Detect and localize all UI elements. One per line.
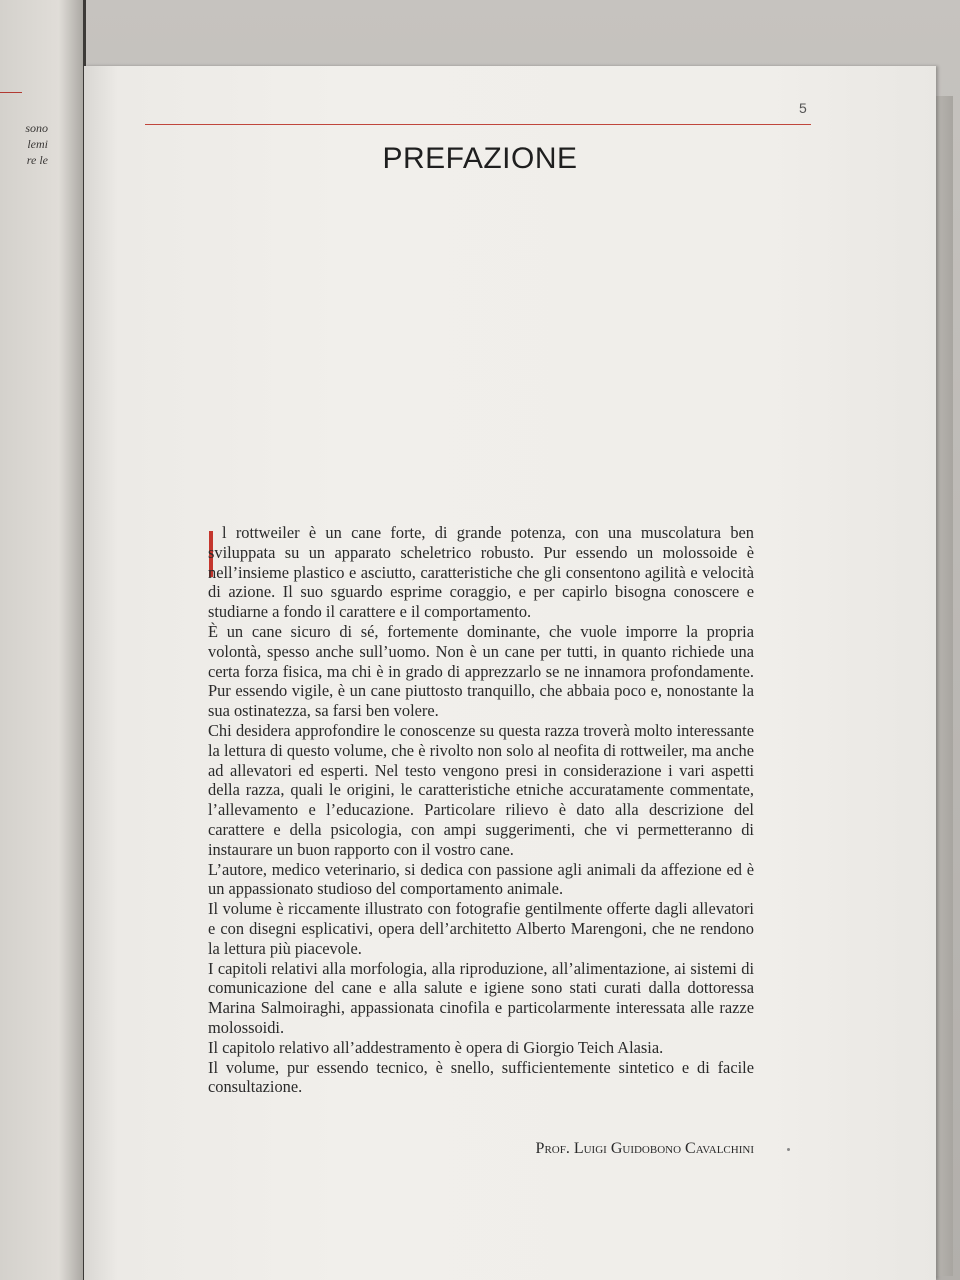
paragraph: I capitoli relativi alla morfologia, alla riproduzione, all’alimentazione, ai sistemi di comunicazione del cane e alla salute e igiene sono stati curati dalla dottoressa Marina Salmoiraghi, appassionata cinofila e particolarmente interessata alle razze molossoidi. xyxy=(208,958,754,1037)
paragraph: Il volume è riccamente illustrato con fotografie gentilmente offerte dagli allevatori e con disegni esplicativi, opera dell’architetto Alberto Marengoni, che ne rendono la lettura più piacevole. xyxy=(208,899,754,958)
author-signature: Prof. Luigi Guidobono Cavalchini xyxy=(535,1140,754,1157)
paragraph: Il volume, pur essendo tecnico, è snello, sufficientemente sintetico e di facile consultazione. xyxy=(208,1057,754,1097)
paragraph: Chi desidera approfondire le conoscenze su questa razza troverà molto interessante la lettura di questo volume, che è rivolto non solo al neofita di rottweiler, ma anche ad allevatori ed esperti. Nel testo vengono presi in considerazione i vari aspetti della razza, quali le origini, le caratteristiche etniche accuratamente commentate, l’allevamento e l’educazione. Particolare rilievo è dato alla descrizione del carattere e della psicologia, con ampi suggerimenti, che vi permetteranno di instaurare un buon rapporto con il vostro cane. xyxy=(208,720,754,859)
book-cover-edge xyxy=(0,0,86,1280)
paragraph: l rottweiler è un cane forte, di grande potenza, con una muscolatura ben sviluppata su un apparato scheletrico robusto. Pur essendo un molossoide è nell’insieme plastico e asciutto, caratteristiche che gli consentono agilità e velocità di azione. Il suo sguardo esprime coraggio, e per capirlo bisogna conoscere e studiarne a fondo il carattere e il comportamento. xyxy=(208,523,754,622)
preface-body xyxy=(208,523,754,1097)
paragraph: È un cane sicuro di sé, fortemente dominante, che vuole imporre la propria volontà, spesso anche sull’uomo. Non è un cane per tutti, in quanto richiede una certa forza fisica, ma chi è in grado di apprezzarlo se ne innamora profondamente. Pur essendo vigile, è un cane piuttosto tranquillo, che abbaia poco e, nonostante la sua ostinatezza, sa farsi ben volere. xyxy=(208,621,754,721)
header-rule xyxy=(145,124,811,125)
page-title: PREFAZIONE xyxy=(382,142,578,175)
paragraph: L’autore, medico veterinario, si dedica con passione agli animali da affezione ed è un appassionato studioso del comportamento animale. xyxy=(208,859,754,899)
page-number: 5 xyxy=(799,100,807,116)
paragraph: Il capitolo relativo all’addestramento è opera di Giorgio Teich Alasia. xyxy=(208,1037,664,1057)
previous-page-fragment: lemi xyxy=(27,137,48,151)
previous-page-fragment: re le xyxy=(26,153,48,167)
page-speck xyxy=(787,1148,790,1151)
previous-page-fragment: sono xyxy=(25,121,48,135)
